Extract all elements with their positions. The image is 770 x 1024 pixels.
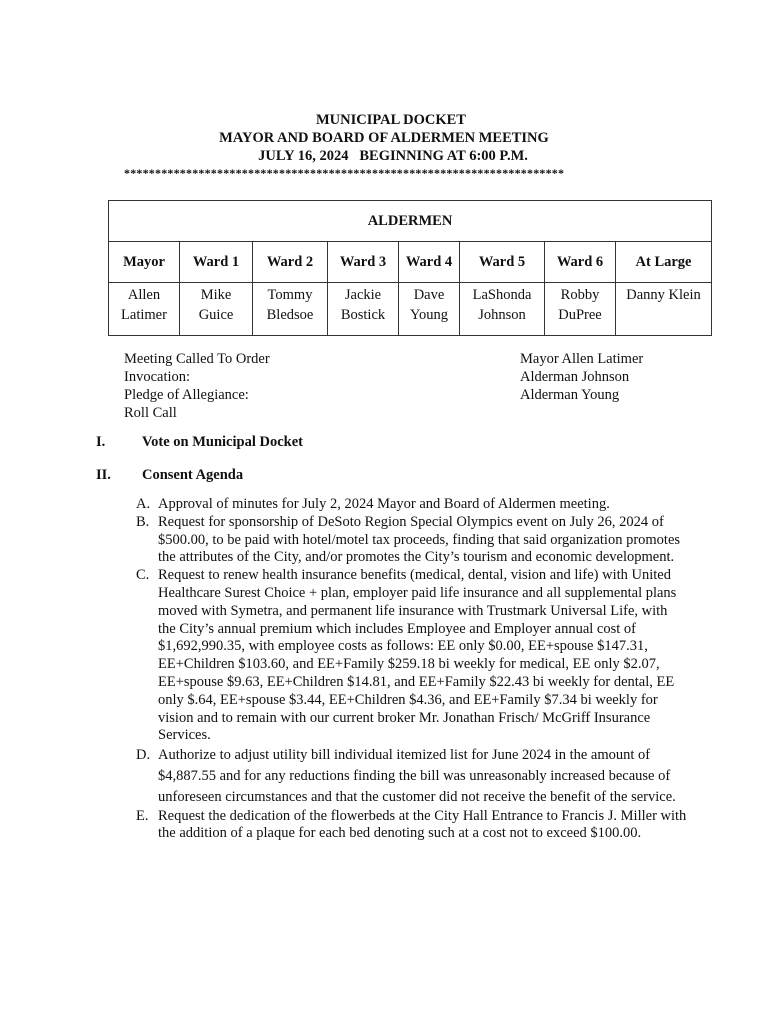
agenda-item-letter: A. [136,496,151,512]
aldermen-table [108,200,712,336]
official-first-name: LaShonda [472,287,532,303]
section-number: II. [96,467,111,483]
column-header-ward-6: Ward 6 [545,242,616,283]
agenda-item-text: Request for sponsorship of DeSoto Region Special Olympics event on July 26, 2024 of $500.00, to be paid with hotel/motel tax proceeds, finding that said organization promotes the attributes of the City, and/or promotes the City’s tourism and economic development. [158,513,681,566]
column-header-ward-1: Ward 1 [180,242,253,283]
opening-assignee: Mayor Allen Latimer [520,351,644,367]
opening-items [124,350,270,422]
column-header-at-large: At Large [616,242,712,283]
agenda-item [136,514,688,567]
agenda-item-letter: C. [136,567,150,584]
agenda-item [136,745,688,807]
docket-header [0,111,770,165]
column-header-ward-3: Ward 3 [328,242,399,283]
section-title: Vote on Municipal Docket [142,434,303,450]
docket-title: MUNICIPAL DOCKET [316,112,466,128]
agenda-item-text: Authorize to adjust utility bill individual itemized list for June 2024 in the amount of $4,887.55 and for any reductions finding the bill was unreasonably increased because of unforeseen circumstances and that the customer did not receive the benefit of the service. [158,747,676,805]
agenda-item-letter: E. [136,807,149,824]
official-name-cell [328,283,399,336]
official-last-name: Bostick [340,307,386,323]
section-number: I. [96,434,106,450]
agenda-item-letter: B. [136,513,150,530]
agenda-item-text: Request to renew health insurance benefits (medical, dental, vision and life) with United Healthcare Surest Choice + plan, employer paid life insurance and all supplemental plans moved with Symetra, and permanent life insurance with Trustmark Universal Life, with the City’s annual premium which includes Employee and Employer annual cost of $1,692,990.35, with employee costs as follows: EE only $0.00, EE+spouse $147.31, EE+Children $103.60, and EE+Family $259.18 bi weekly for medical, EE only $2.07, EE+spouse $9.63, EE+Children $14.81, and EE+Family $22.43 bi weekly for dental, EE only $.64, EE+spouse $3.44, EE+Children $4.36, and EE+Family $7.34 bi weekly for vision and to remain with our current broker Mr. Jonathan Frisch/ McGriff Insurance Services. [158,567,677,744]
opening-assignee: Alderman Johnson [520,369,630,385]
official-name-cell [399,283,460,336]
agenda-item-letter: D. [136,747,151,764]
official-last-name: Young [409,307,449,323]
official-last-name: DuPree [558,307,602,323]
official-last-name: Johnson [478,307,526,323]
consent-agenda-list [136,496,688,843]
agenda-item [136,567,688,745]
official-first-name: Tommy [267,287,313,303]
official-last-name: Latimer [121,307,167,323]
section-heading [96,434,303,451]
column-header-ward-4: Ward 4 [399,242,460,283]
agenda-item-text: Request the dedication of the flowerbeds at the City Hall Entrance to Francis J. Miller with the addition of a plaque for each bed denoting such at a cost not to exceed $100.00. [158,807,687,842]
official-first-name: Robby [560,287,600,303]
official-name-cell [180,283,253,336]
official-first-name: Allen [127,287,161,303]
opening-item: Meeting Called To Order [124,351,270,367]
section-heading [96,467,243,484]
opening-item: Roll Call [124,405,177,421]
official-name-cell [253,283,328,336]
aldermen-table-title: ALDERMEN [109,201,712,242]
official-first-name: Jackie [344,287,382,303]
official-name-cell [460,283,545,336]
official-first-name: Mike [200,287,232,303]
official-name-cell [616,283,712,336]
official-first-name: Dave [413,287,445,303]
opening-assignees [520,350,643,404]
agenda-item [136,808,688,844]
opening-item: Pledge of Allegiance: [124,387,249,403]
opening-item: Invocation: [124,369,191,385]
column-header-ward-2: Ward 2 [253,242,328,283]
official-full-name: Danny Klein [626,287,701,303]
official-name-cell [545,283,616,336]
official-last-name: Bledsoe [266,307,314,323]
official-last-name: Guice [198,307,234,323]
opening-assignee: Alderman Young [520,387,620,403]
section-title: Consent Agenda [142,467,244,483]
asterisk-separator: *********************************************************************** [124,166,565,180]
official-name-cell [109,283,180,336]
column-header-ward-5: Ward 5 [460,242,545,283]
column-header-mayor: Mayor [109,242,180,283]
meeting-name: MAYOR AND BOARD OF ALDERMEN MEETING [219,130,549,146]
agenda-item [136,496,688,514]
meeting-date: JULY 16, 2024 BEGINNING AT 6:00 P.M. [258,148,528,164]
agenda-item-text: Approval of minutes for July 2, 2024 Mayor and Board of Aldermen meeting. [158,496,610,512]
